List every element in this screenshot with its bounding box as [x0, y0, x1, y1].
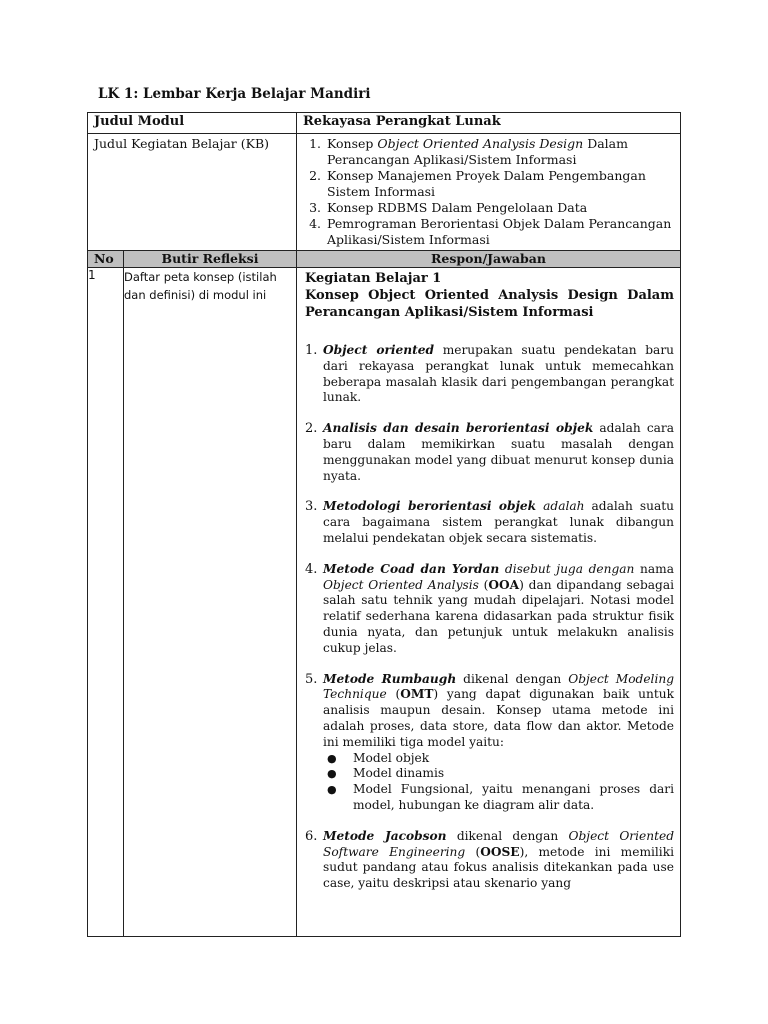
column-header-row	[88, 251, 681, 268]
kb-item: 4. Pemrograman Berorientasi Objek Dalam Perancangan Aplikasi/Sistem Informasi	[325, 216, 676, 248]
kb-list	[297, 136, 680, 248]
list-item: 1. Object oriented merupakan suatu pendekatan baru dari rekayasa perangkat lunak untuk memecahkan beberapa masalah klasik dari pengembangan perangkat lunak.	[305, 343, 674, 405]
kb-item: 1. Konsep Object Oriented Analysis Design Dalam Perancangan Aplikasi/Sistem Informasi	[325, 136, 676, 168]
judul-kb-row	[88, 134, 681, 251]
list-item: 2. Analisis dan desain berorientasi objek adalah cara baru dalam memikirkan suatu masalah dengan menggunakan model yang dibuat menurut konsep dunia nyata.	[305, 421, 675, 483]
judul-kb-label: Judul Kegiatan Belajar (KB)	[94, 136, 270, 151]
respon-jawaban	[297, 268, 680, 936]
bullet-item: ● Model Fungsional, yaitu menangani proses dari model, hubungan ke diagram alir data.	[353, 782, 674, 814]
judul-modul-row	[88, 113, 681, 134]
bullet-list	[323, 751, 674, 814]
list-item: 4. Metode Coad dan Yordan disebut juga dengan nama Object Oriented Analysis (OOA) dan dipandang sebagai salah satu tehnik yang mudah dipelajari. Notasi model relatif sederhana karena didasarkan pada struktur fisik dunia nyata, dan petunjuk untuk melakukn analisis cukup jelas.	[305, 561, 674, 655]
judul-modul-value: Rekayasa Perangkat Lunak	[303, 114, 501, 129]
list-item: 5. Metode Rumbaugh dikenal dengan Object Modeling Technique (OMT) yang dapat digunakan baik untuk analisis maupun desain. Konsep utama metode ini adalah proses, data store, data flow dan aktor. Metode ini memiliki tiga model yaitu: ● Model objek ● Model dinamis ● Model Fungsional, yaitu menangani proses dari model, hubungan ke diagram alir data.	[305, 672, 674, 814]
col-respon: Respon/Jawaban	[297, 251, 681, 268]
page-title: LK 1: Lembar Kerja Belajar Mandiri	[98, 86, 371, 102]
worksheet-table	[87, 112, 681, 937]
kb-item: 3. Konsep RDBMS Dalam Pengelolaan Data	[325, 200, 676, 216]
kb-subheading: Konsep Object Oriented Analysis Design Dalam Perancangan Aplikasi/Sistem Informasi	[305, 288, 674, 320]
list-item: 3. Metodologi berorientasi objek adalah adalah suatu cara bagaimana sistem perangkat lunak dibangun melalui pendekatan objek secara sistematis.	[305, 499, 674, 545]
table-row	[88, 268, 681, 937]
list-item: 6. Metode Jacobson dikenal dengan Object Oriented Software Engineering (OOSE), metode ini memiliki sudut pandang atau fokus analisis ditekankan pada use case, yaitu deskripsi atau skenario yang	[305, 828, 675, 891]
kb-heading: Kegiatan Belajar 1	[305, 271, 442, 286]
kb-item: 2. Konsep Manajemen Proyek Dalam Pengembangan Sistem Informasi	[325, 168, 676, 200]
judul-modul-label: Judul Modul	[94, 114, 185, 129]
butir-refleksi: Daftar peta konsep (istilah dan definisi) di modul ini	[124, 268, 297, 937]
bullet-item: ● Model dinamis	[353, 766, 674, 782]
bullet-item: ● Model objek	[353, 751, 674, 767]
col-no: No	[88, 251, 124, 268]
col-butir: Butir Refleksi	[124, 251, 297, 268]
row-number: 1	[88, 268, 124, 937]
